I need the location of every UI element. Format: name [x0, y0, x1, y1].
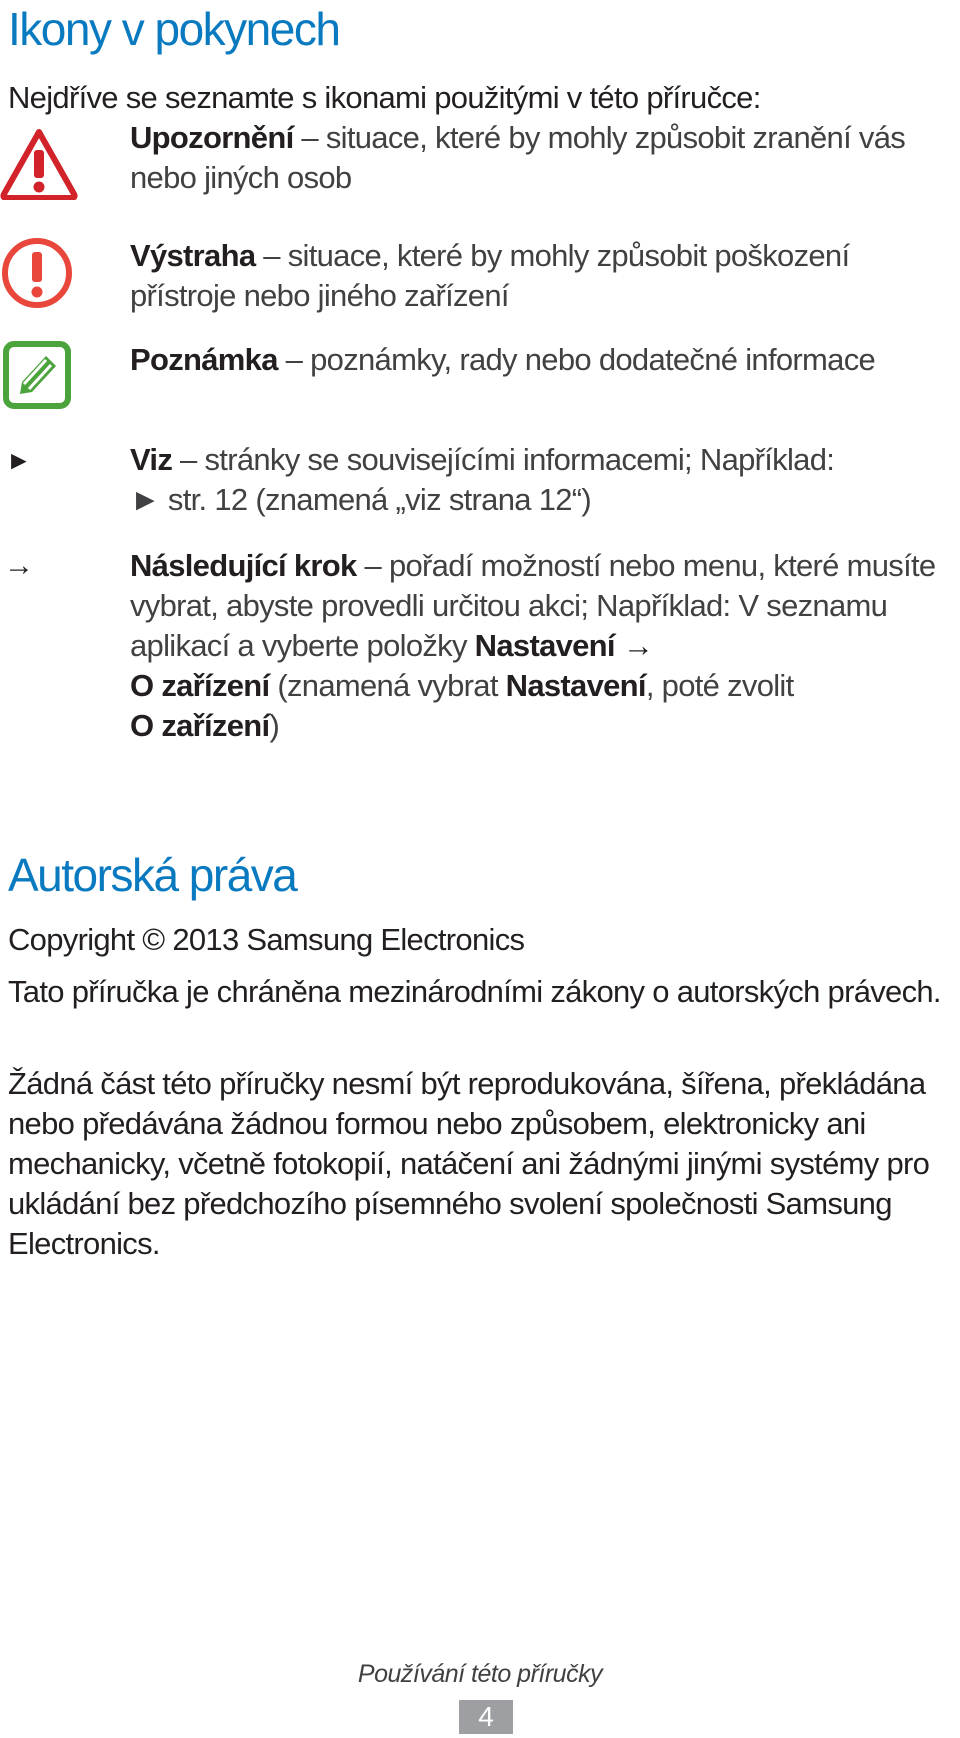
section-title-copyright: Autorská práva	[8, 849, 297, 901]
footer-title: Používání této příručky	[357, 1660, 603, 1688]
see-description	[130, 440, 958, 520]
next-step-bold-settings-arrow: Nastavení →	[474, 628, 654, 663]
note-pencil-icon	[2, 340, 72, 410]
next-step-text2: (znamená vybrat	[269, 668, 506, 703]
note-term: Poznámka	[130, 342, 278, 377]
copyright-paragraph-1: Tato příručka je chráněna mezinárodními zákony o autorských právech.	[8, 974, 941, 1009]
copyright-paragraph-2: Žádná část této příručky nesmí být reprodukována, šířena, překládána nebo předávána žádnou formou nebo způsobem, elektronicky ani mechanicky, včetně fotokopií, natáčení ani žádnými jinými systémy pro ukládání bez předchozího písemného svolení společnosti Samsung Electronics.	[8, 1066, 930, 1261]
next-step-text: – pořadí možností nebo menu, které musíte vybrat, abyste provedli určitou akci; Například: V seznamu aplikací a vyberte položky	[130, 548, 936, 663]
next-step-text3: , poté zvolit	[645, 668, 794, 703]
note-description	[130, 340, 958, 380]
note-text: – poznámky, rady nebo dodatečné informace	[277, 342, 876, 377]
caution-circle-icon	[0, 236, 74, 310]
see-example: ► str. 12 (znamená „viz strana 12“)	[130, 482, 592, 517]
copyright-line: Copyright © 2013 Samsung Electronics	[8, 922, 525, 957]
triangle-pointer-icon: ►	[6, 445, 32, 475]
warning-triangle-icon	[0, 128, 78, 200]
section-title-icons: Ikony v pokynech	[8, 3, 340, 55]
next-step-bold-settings: Nastavení	[505, 668, 646, 703]
see-text: – stránky se souvisejícími informacemi; Například:	[172, 442, 835, 477]
next-step-description	[130, 546, 958, 746]
see-term: Viz	[130, 442, 173, 477]
warning-term: Upozornění	[130, 120, 294, 155]
page-number: 4	[459, 1700, 513, 1734]
arrow-right-icon: →	[4, 549, 34, 582]
intro-text: Nejdříve se seznamte s ikonami použitými v této příručce:	[8, 80, 761, 115]
next-step-text4: )	[269, 708, 280, 743]
next-step-bold-about-2: O zařízení	[130, 708, 270, 743]
warning-text: – situace, které by mohly způsobit zranění vás nebo jiných osob	[130, 120, 906, 195]
next-step-bold-about: O zařízení	[130, 668, 270, 703]
warning-description	[130, 118, 958, 198]
caution-text: – situace, které by mohly způsobit poškození přístroje nebo jiného zařízení	[130, 238, 850, 313]
caution-term: Výstraha	[130, 238, 256, 273]
next-step-term: Následující krok	[130, 548, 357, 583]
caution-description	[130, 236, 958, 316]
